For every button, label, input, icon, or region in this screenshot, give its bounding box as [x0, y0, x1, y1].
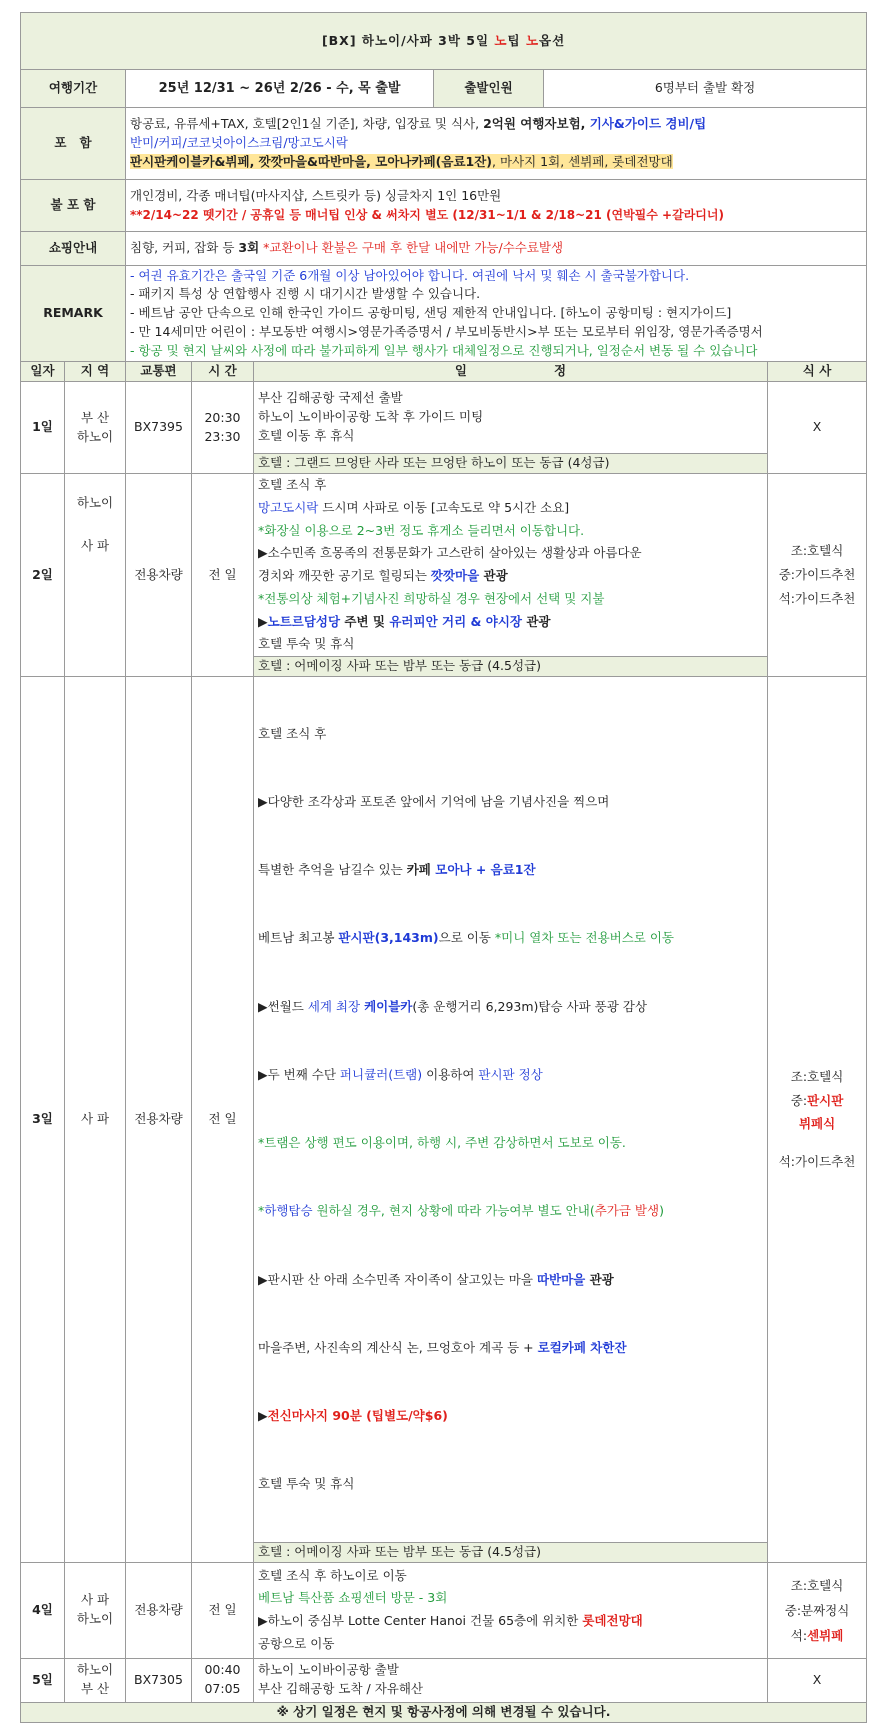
exclude-label: 불 포 함: [21, 180, 126, 232]
day4-region: 사 파 하노이: [65, 1562, 126, 1658]
period-label: 여행기간: [21, 70, 126, 108]
day5-time: 00:40 07:05: [192, 1658, 254, 1702]
people-label: 출발인원: [434, 70, 544, 108]
day1-region: 부 산 하노이: [65, 382, 126, 474]
exclude-content: [126, 180, 867, 232]
day2-meal: 조:호텔식 중:가이드추천 석:가이드추천: [768, 474, 867, 677]
header-day: 일자: [21, 362, 65, 382]
day1-label: 1일: [21, 382, 65, 474]
day5-meal: X: [768, 1658, 867, 1702]
remark-content: [126, 266, 867, 362]
day2-hotel: 호텔 : 어메이징 사파 또는 밤부 또는 동급 (4.5성급): [254, 657, 768, 677]
period-value: 25년 12/31 ~ 26년 2/26 - 수, 목 출발: [126, 70, 434, 108]
footer-notice: ※ 상기 일정은 현지 및 항공사정에 의해 변경될 수 있습니다.: [21, 1702, 867, 1722]
day3-schedule: 호텔 조식 후 ▶다양한 조각상과 포토존 앞에서 기억에 남을 기념사진을 찍으며 특별한 추억을 남길수 있는 카페 모아나 + 음료1잔 베트남 최고봉 판시판(3,143m)으로 이동 *미니 열차 또는 전용버스로 이동 ▶썬월드 세계 최장 케이블카(총 운행거리 6,293m)탑승 사파 풍광 감상 ▶두 번째 수단 퍼니큘러(트램) 이용하여 판시판 정상 *트램은 상행 편도 이용이며, 하행 시, 주변 감상하면서 도보로 이동. *하행탑승 원하실 경우, 현지 상황에 따라 가능여부 별도 안내(추가금 발생) ▶판시판 산 아래 소수민족 자이족이 살고있는 마을 따반마을 관광 마을주변, 사진속의 계산식 논, 므엉호아 계곡 등 + 로컬카페 차한잔 ▶전신마사지 90분 (팁별도/약$6) 호텔 투숙 및 휴식: [254, 677, 768, 1543]
day2-time: 전 일: [192, 474, 254, 677]
day3-region: 사 파: [65, 677, 126, 1563]
remark-line-1: - 여권 유효기간은 출국일 기준 6개월 이상 남아있어야 합니다. 여권에 낙서 및 훼손 시 출국불가합니다.: [130, 267, 690, 283]
day1-hotel: 호텔 : 그랜드 므엉탄 사라 또는 므엉탄 하노이 또는 동급 (4성급): [254, 454, 768, 474]
day5-schedule: 하노이 노이바이공항 출발 부산 김해공항 도착 / 자유해산: [254, 1658, 768, 1702]
people-value: 6명부터 출발 확정: [544, 70, 867, 108]
day5-label: 5일: [21, 1658, 65, 1702]
day2-transport: 전용차량: [126, 474, 192, 677]
remark-line-2: - 패키지 특성 상 연합행사 진행 시 대기시간 발생할 수 있습니다.: [130, 286, 481, 302]
itinerary-sheet: [20, 12, 867, 1723]
include-line-1: 항공료, 유류세+TAX, 호텔[2인1실 기준], 차량, 입장료 및 식사, 2억원 여행자보험, 기사&가이드 경비/팁: [130, 116, 707, 132]
day4-label: 4일: [21, 1562, 65, 1658]
day2-region: 하노이 사 파: [65, 474, 126, 677]
remark-line-3: - 베트남 공안 단속으로 인해 한국인 가이드 공항미팅, 샌딩 제한적 안내입니다. [하노이 공항미팅 : 현지가이드]: [130, 305, 732, 321]
day3-transport: 전용차량: [126, 677, 192, 1563]
day3-label: 3일: [21, 677, 65, 1563]
header-meal: 식 사: [768, 362, 867, 382]
include-line-2: 반미/커피/코코넛아이스크림/망고도시락: [130, 135, 348, 151]
day1-schedule: 부산 김해공항 국제선 출발 하노이 노이바이공항 도착 후 가이드 미팅 호텔 이동 후 휴식: [254, 382, 768, 454]
header-region: 지 역: [65, 362, 126, 382]
exclude-line-1: 개인경비, 각종 매너팁(마사지샵, 스트릿카 등) 싱글차지 1인 16만원: [130, 188, 502, 204]
header-transport: 교통편: [126, 362, 192, 382]
day1-transport: BX7395: [126, 382, 192, 474]
include-label: 포 함: [21, 108, 126, 180]
day4-time: 전 일: [192, 1562, 254, 1658]
day2-label: 2일: [21, 474, 65, 677]
day4-schedule: 호텔 조식 후 하노이로 이동 베트남 특산품 쇼핑센터 방문 - 3회 ▶하노이 중심부 Lotte Center Hanoi 건물 65층에 위치한 롯데전망대 공항으로 이동: [254, 1562, 768, 1658]
day4-meal: 조:호텔식 중:분짜정식 석:센뷔페: [768, 1562, 867, 1658]
day3-time: 전 일: [192, 677, 254, 1563]
header-schedule: 일 정: [254, 362, 768, 382]
day1-meal: X: [768, 382, 867, 474]
day4-transport: 전용차량: [126, 1562, 192, 1658]
remark-line-5: - 항공 및 현지 날씨와 사정에 따라 불가피하게 일부 행사가 대체일정으로 진행되거나, 일정순서 변동 될 수 있습니다: [130, 342, 758, 358]
include-line-3: 판시판케이블카&뷔페, 깟깟마을&따반마을, 모아나카페(음료1잔), 마사지 1회, 센뷔페, 롯데전망대: [130, 153, 673, 169]
day5-region: 하노이 부 산: [65, 1658, 126, 1702]
exclude-line-2: **2/14~22 뗏기간 / 공휴일 등 매너팁 인상 & 써차지 별도 (12/31~1/1 & 2/18~21 (연박필수 +갈라디너): [130, 207, 724, 222]
day2-schedule: 호텔 조식 후 망고도시락 드시며 사파로 이동 [고속도로 약 5시간 소요] *화장실 이용으로 2~3번 정도 휴게소 들리면서 이동합니다. ▶소수민족 흐몽족의 전통문화가 고스란히 살아있는 생활상과 아름다운 경치와 깨끗한 공기로 힐링되는 깟깟마을 관광 *전통의상 체험+기념사진 희망하실 경우 현장에서 선택 및 지불 ▶노트르담성당 주변 및 유러피안 거리 & 야시장 관광 호텔 투숙 및 휴식: [254, 474, 768, 657]
shopping-label: 쇼핑안내: [21, 232, 126, 266]
day3-meal: 조:호텔식 중:판시판 뷔페식 석:가이드추천: [768, 677, 867, 1563]
day3-hotel: 호텔 : 어메이징 사파 또는 밤부 또는 동급 (4.5성급): [254, 1542, 768, 1562]
include-content: [126, 108, 867, 180]
day5-transport: BX7305: [126, 1658, 192, 1702]
remark-label: REMARK: [21, 266, 126, 362]
day1-time: 20:30 23:30: [192, 382, 254, 474]
shopping-content: 침향, 커피, 잡화 등 3회 *교환이나 환불은 구매 후 한달 내에만 가능/수수료발생: [126, 232, 867, 266]
remark-line-4: - 만 14세미만 어린이 : 부모동반 여행시>영문가족증명서 / 부모비동반시>부 또는 모로부터 위임장, 영문가족증명서: [130, 323, 763, 339]
header-time: 시 간: [192, 362, 254, 382]
page-title: [BX] 하노이/사파 3박 5일 노팁 노옵션: [21, 13, 867, 70]
